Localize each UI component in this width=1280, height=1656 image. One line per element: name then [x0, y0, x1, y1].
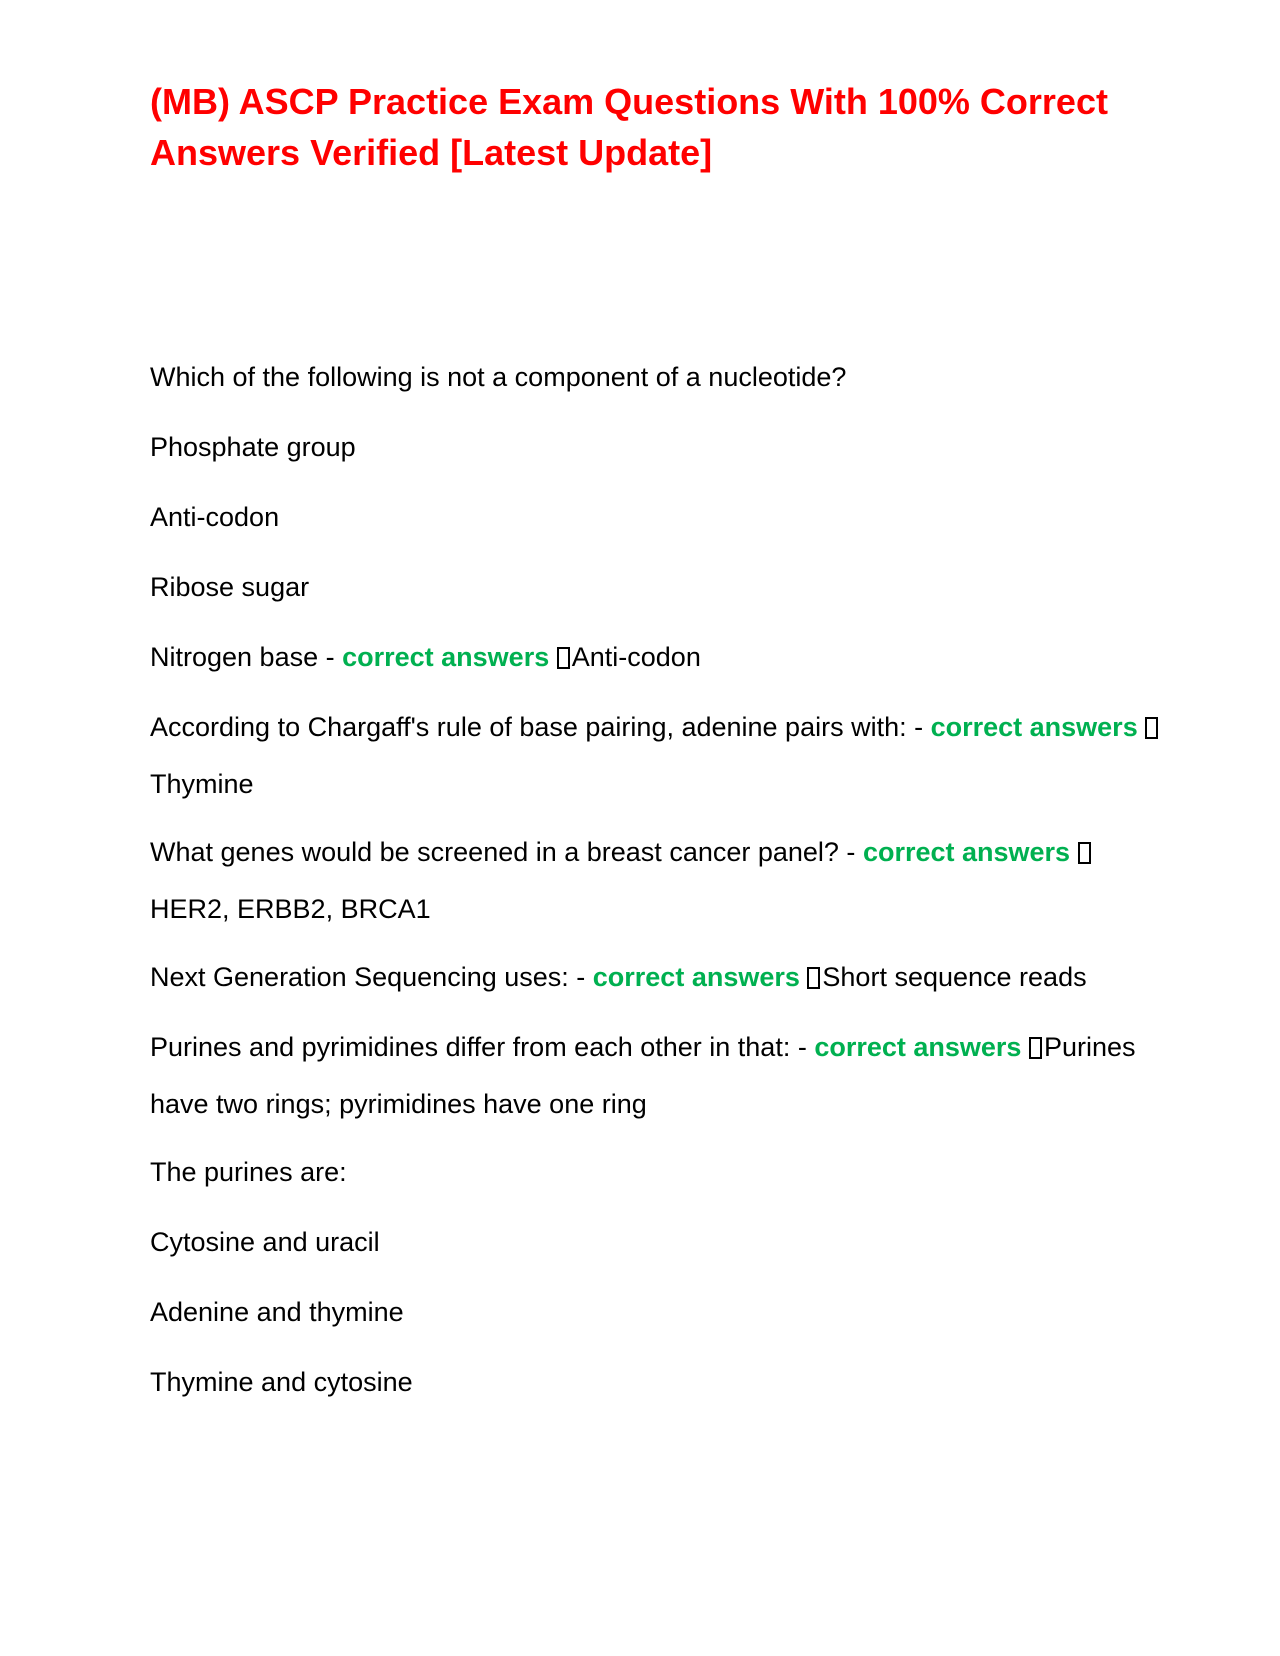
question-4-text: Next Generation Sequencing uses: - — [150, 962, 593, 992]
question-1-option-4-with-answer — [150, 629, 1170, 686]
question-6-option-3: Thymine and cytosine — [150, 1367, 413, 1397]
correct-answers-label: correct answers — [342, 642, 550, 672]
question-1-option-3: Ribose sugar — [150, 572, 310, 602]
missing-glyph-box-icon — [1145, 717, 1158, 739]
correct-answers-label: correct answers — [592, 962, 800, 992]
question-1-text: Which of the following is not a component of a nucleotide? — [150, 362, 847, 392]
missing-glyph-box-icon — [807, 967, 820, 989]
question-4-answer: Short sequence reads — [822, 962, 1087, 992]
question-3-text: What genes would be screened in a breast cancer panel? - — [150, 837, 863, 867]
missing-glyph-box-icon — [1029, 1037, 1042, 1059]
missing-glyph-box-icon — [557, 647, 570, 669]
question-2-text: According to Chargaff's rule of base pairing, adenine pairs with: - — [150, 712, 931, 742]
question-1-answer: Anti-codon — [571, 642, 701, 672]
question-1-option-1: Phosphate group — [150, 432, 356, 462]
question-3-block — [150, 824, 1170, 938]
question-5-block — [150, 1019, 1170, 1133]
missing-glyph-box-icon — [1078, 842, 1091, 864]
correct-answers-label: correct answers — [862, 837, 1071, 867]
question-6-text: The purines are: — [150, 1157, 347, 1187]
question-6-option-1: Cytosine and uracil — [150, 1227, 380, 1257]
question-5-answer: Purines have two rings; pyrimidines have one ring — [150, 1032, 1136, 1119]
correct-answers-label: correct answers — [814, 1032, 1022, 1062]
question-2-answer: Thymine — [150, 769, 254, 799]
question-3-answer: HER2, ERBB2, BRCA1 — [150, 894, 431, 924]
question-1-option-4: Nitrogen base - — [150, 642, 343, 672]
question-5-text: Purines and pyrimidines differ from each other in that: - — [150, 1032, 815, 1062]
question-2-block — [150, 699, 1170, 813]
document-title: (MB) ASCP Practice Exam Questions With 100% Correct Answers Verified [Latest Update] — [150, 81, 1108, 173]
question-1-option-2: Anti-codon — [150, 502, 280, 532]
correct-answers-label: correct answers — [930, 712, 1138, 742]
question-4-block — [150, 949, 1170, 1006]
question-6-option-2: Adenine and thymine — [150, 1297, 404, 1327]
